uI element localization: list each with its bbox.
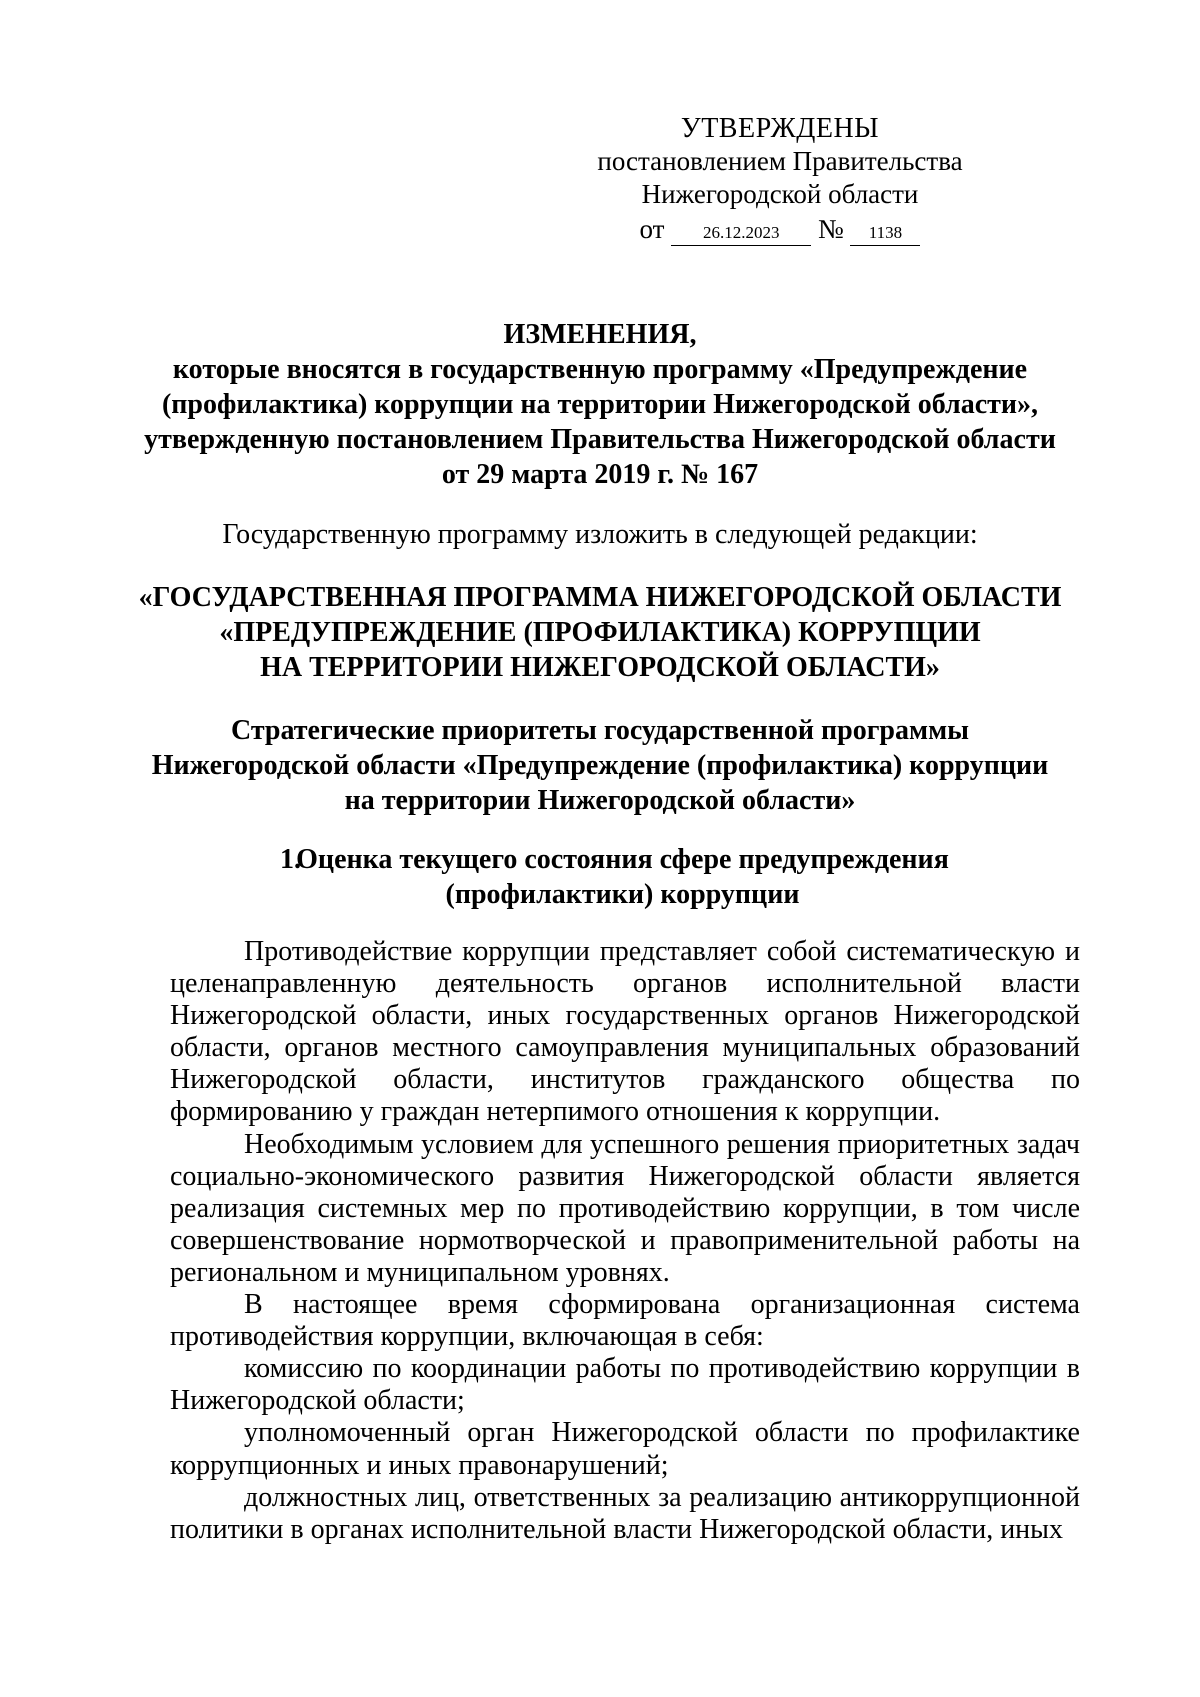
approval-date-row	[580, 213, 980, 246]
section-title-line: (профилактики) коррупции	[445, 879, 800, 910]
priorities-heading	[120, 713, 1080, 818]
changes-heading-line: от 29 марта 2019 г. № 167	[441, 459, 759, 490]
approval-number: 1138	[850, 221, 920, 246]
changes-heading-line: которые вносятся в государственную программу «Предупреждение	[172, 354, 1028, 385]
priorities-heading-line: Нижегородской области «Предупреждение (профилактика) коррупции	[151, 750, 1049, 781]
priorities-heading-line: Стратегические приоритеты государственной программы	[230, 715, 970, 746]
lead-text: Государственную программу изложить в следующей редакции:	[222, 519, 978, 550]
section-number: 1.	[280, 844, 301, 875]
priorities-heading-line: на территории Нижегородской области»	[344, 785, 856, 816]
number-sign: №	[817, 214, 844, 244]
changes-heading-line: утвержденную постановлением Правительства Нижегородской области	[144, 424, 1056, 455]
approval-title: УТВЕРЖДЕНЫ	[680, 113, 880, 144]
program-title-line: «ПРЕДУПРЕЖДЕНИЕ (ПРОФИЛАКТИКА) КОРРУПЦИИ	[219, 617, 981, 648]
approval-stamp	[580, 112, 980, 246]
section-title-line: Оценка текущего состояния сфере предупреждения	[296, 844, 949, 875]
program-title	[120, 580, 1080, 685]
approval-line-1: постановлением Правительства	[597, 146, 963, 176]
approval-date: 26.12.2023	[671, 221, 811, 246]
changes-heading-title: ИЗМЕНЕНИЯ,	[503, 319, 697, 350]
body-text	[170, 936, 1080, 1546]
changes-heading-line: (профилактика) коррупции на территории Нижегородской области»,	[161, 389, 1039, 420]
paragraph: уполномоченный орган Нижегородской области по профилактике коррупционных и иных правонарушений;	[170, 1417, 1080, 1481]
paragraph: комиссию по координации работы по противодействию коррупции в Нижегородской области;	[170, 1353, 1080, 1417]
approval-line-2: Нижегородской области	[641, 179, 919, 209]
paragraph: Необходимым условием для успешного решения приоритетных задач социально-экономического развития Нижегородской области является реализация системных мер по противодействию коррупции, в том числе совершенствование нормотворческой и правоприменительной работы на региональном и муниципальном уровнях.	[170, 1128, 1080, 1288]
date-prefix: от	[639, 214, 665, 244]
paragraph: В настоящее время сформирована организационная система противодействия коррупции, включающая в себя:	[170, 1289, 1080, 1353]
paragraph: Противодействие коррупции представляет собой систематическую и целенаправленную деятельность органов исполнительной власти Нижегородской области, иных государственных органов Нижегородской области, органов местного самоуправления муниципальных образований Нижегородской области, институтов гражданского общества по формированию у граждан нетерпимого отношения к коррупции.	[170, 936, 1080, 1128]
paragraph: должностных лиц, ответственных за реализацию антикоррупционной политики в органах исполнительной власти Нижегородской области, иных	[170, 1481, 1080, 1545]
program-title-line: «ГОСУДАРСТВЕННАЯ ПРОГРАММА НИЖЕГОРОДСКОЙ ОБЛАСТИ	[138, 582, 1062, 613]
program-title-line: НА ТЕРРИТОРИИ НИЖЕГОРОДСКОЙ ОБЛАСТИ»	[260, 652, 940, 683]
section-1-heading	[120, 842, 1080, 912]
changes-heading	[120, 317, 1080, 492]
